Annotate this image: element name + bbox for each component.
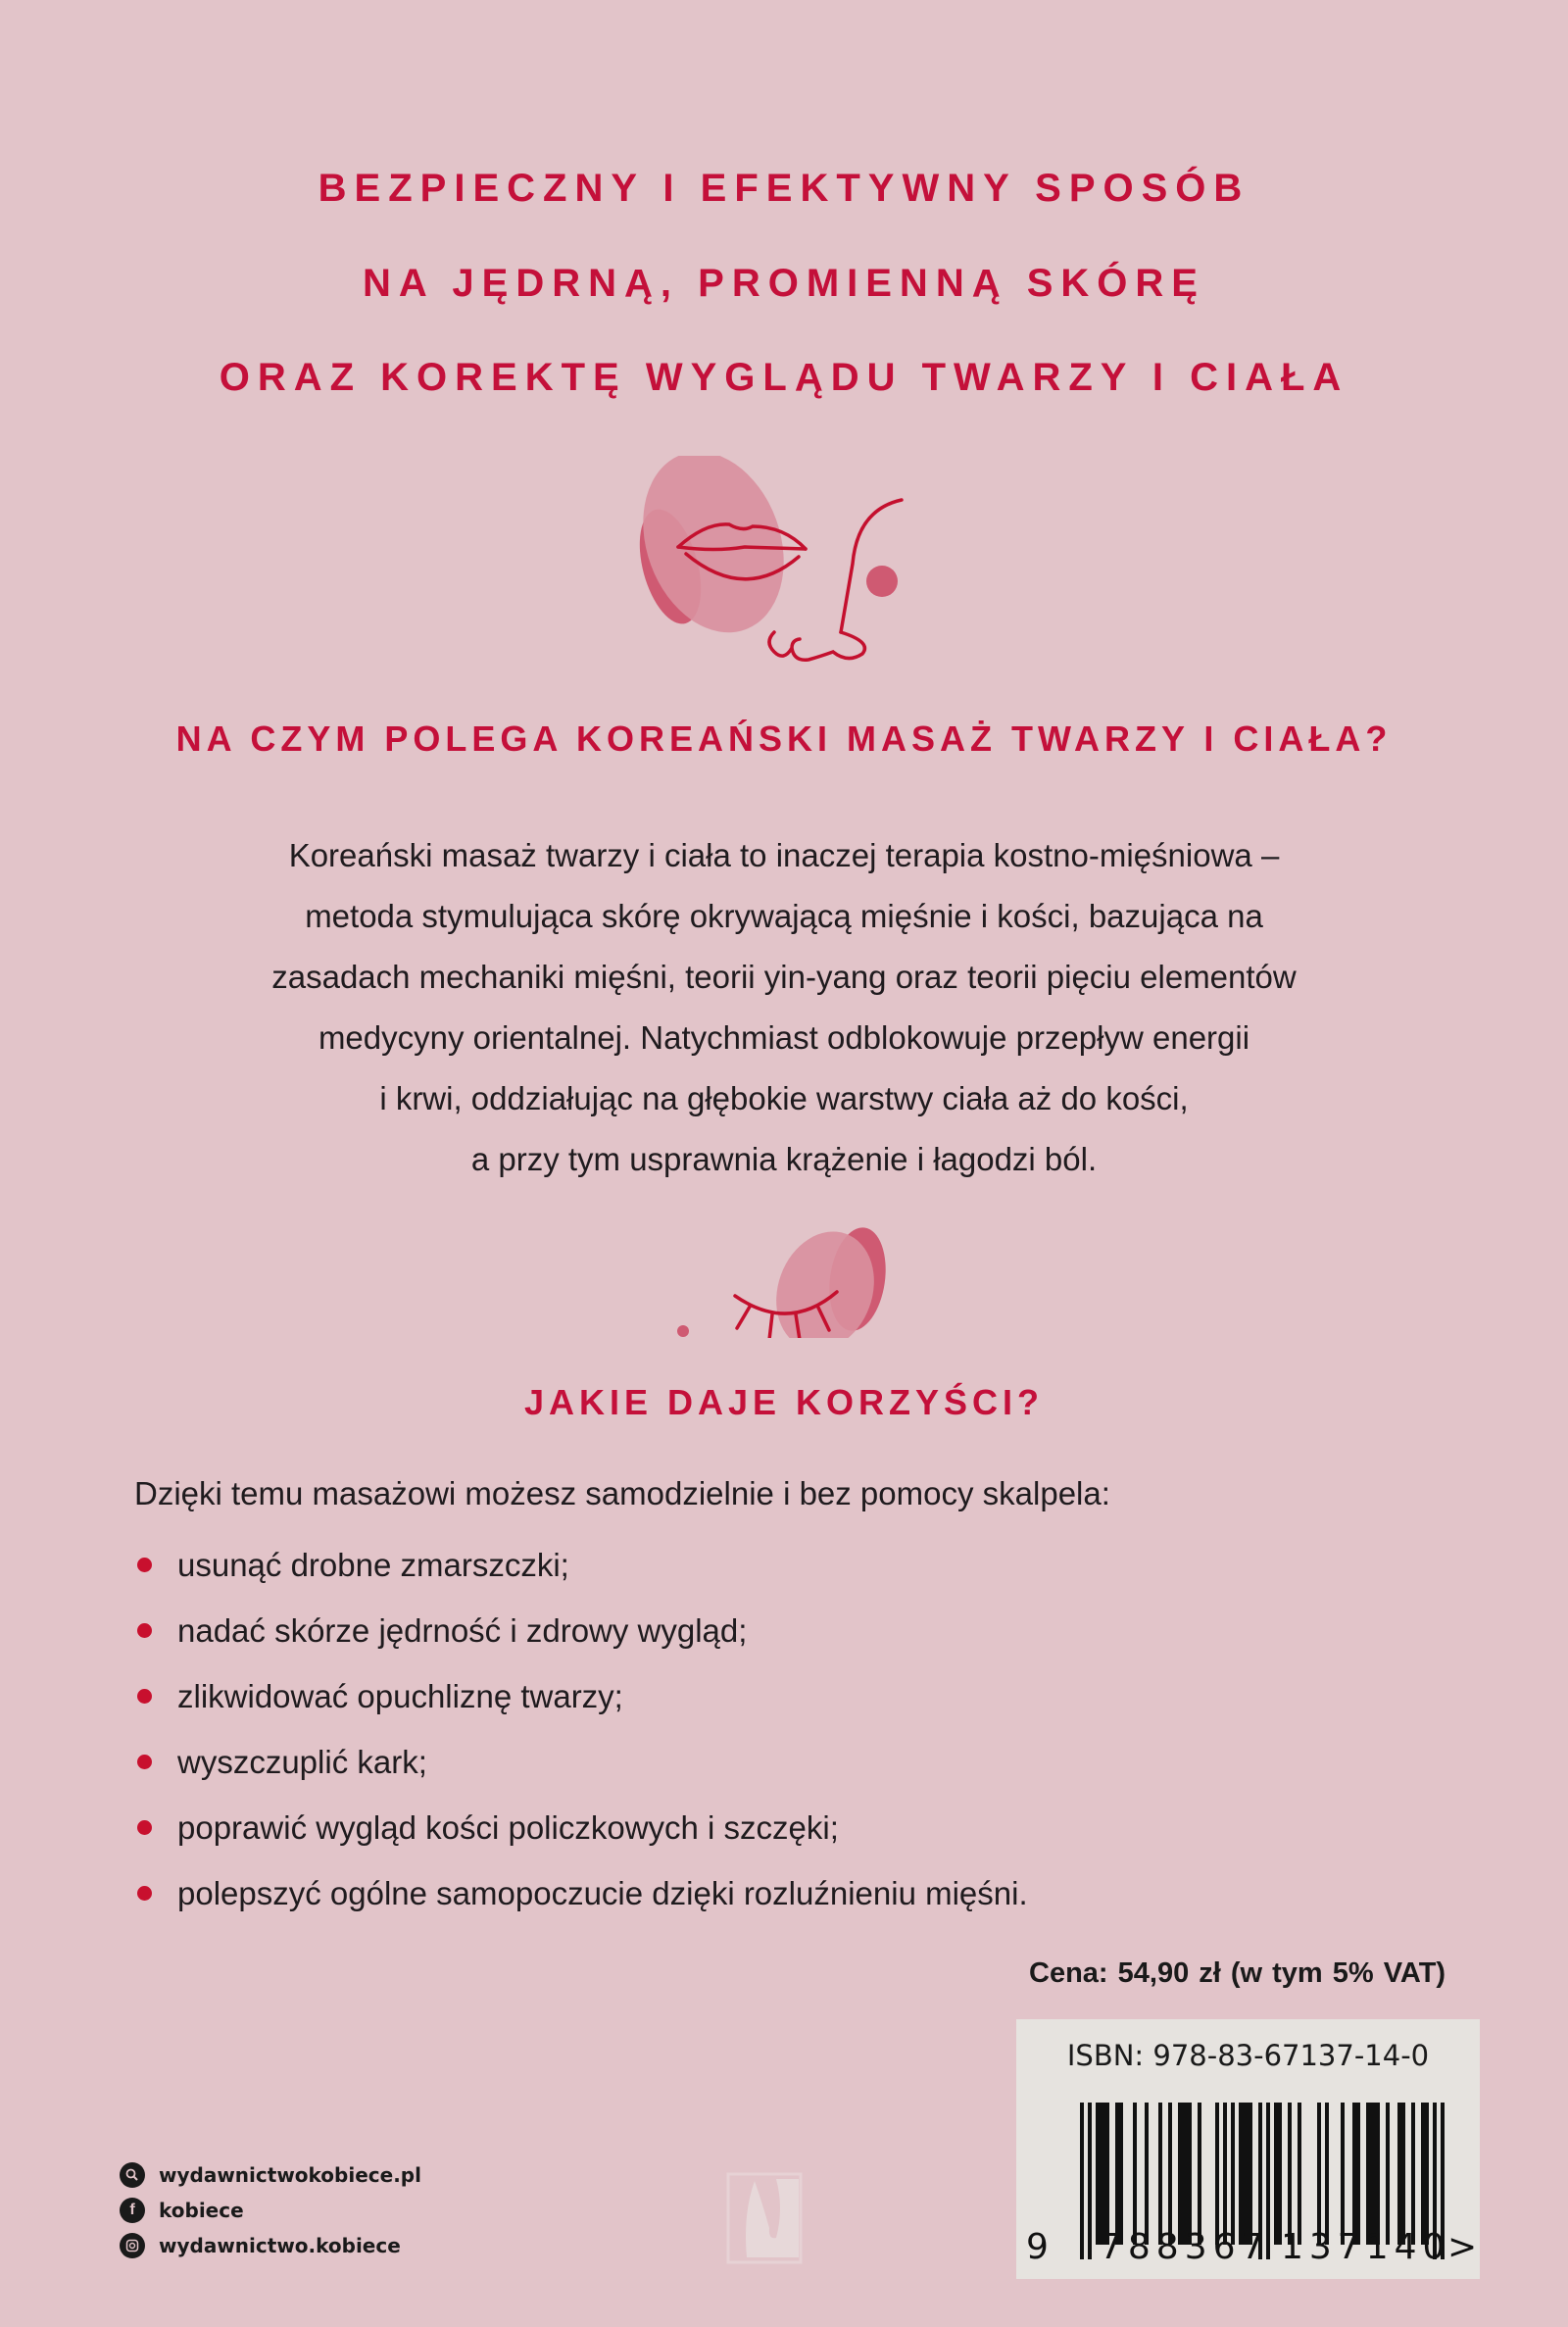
search-icon <box>120 2162 145 2188</box>
paragraph-line: a przy tym usprawnia krążenie i łagodzi ból. <box>470 1141 1098 1177</box>
headline-line-1: BEZPIECZNY I EFEKTYWNY SPOSÓB <box>318 167 1250 210</box>
website-link[interactable] <box>120 2157 421 2193</box>
instagram-label: wydawnictwo.kobiece <box>159 2234 401 2257</box>
barcode-digit-first: 9 <box>1026 2227 1049 2267</box>
facebook-label: kobiece <box>159 2199 244 2222</box>
dot-icon <box>677 1325 689 1337</box>
publisher-logo-icon <box>725 2169 804 2267</box>
bullet-icon <box>137 1820 152 1835</box>
barcode-digits-right: 137140 <box>1281 2227 1451 2267</box>
section1-paragraph <box>0 825 1568 1190</box>
paragraph-line: zasadach mechaniki mięśni, teorii yin-yang oraz teorii pięciu elementów <box>271 959 1297 995</box>
paragraph-line: medycyny orientalnej. Natychmiast odblokowuje przepływ energii <box>318 1019 1250 1056</box>
isbn-label: ISBN: 978-83-67137-14-0 <box>1066 2039 1430 2072</box>
price-label: Cena: 54,90 zł (w tym 5% VAT) <box>1029 1957 1446 1989</box>
dot-icon <box>866 566 898 597</box>
list-item-text: poprawić wygląd kości policzkowych i szczęki; <box>177 1808 839 1846</box>
paragraph-line: Koreański masaż twarzy i ciała to inaczej terapia kostno-mięśniowa – <box>288 837 1280 873</box>
benefits-list <box>134 1532 1028 1926</box>
facebook-link[interactable] <box>120 2193 421 2228</box>
barcode-panel <box>1016 2019 1480 2279</box>
bullet-icon <box>137 1623 152 1638</box>
barcode-digits-left: 788367 <box>1100 2227 1270 2267</box>
barcode-quiet-mark: > <box>1447 2227 1478 2267</box>
instagram-icon <box>120 2233 145 2258</box>
benefits-intro: Dzięki temu masażowi możesz samodzielnie i bez pomocy skalpela: <box>134 1475 1110 1511</box>
headline-line-3: ORAZ KOREKTĘ WYGLĄDU TWARZY I CIAŁA <box>219 356 1349 399</box>
decorative-blob-icon <box>627 456 808 653</box>
list-item <box>134 1729 1028 1795</box>
list-item-text: zlikwidować opuchliznę twarzy; <box>177 1677 623 1714</box>
list-item <box>134 1532 1028 1598</box>
list-item-text: usunąć drobne zmarszczki; <box>177 1546 569 1583</box>
bullet-icon <box>137 1558 152 1572</box>
list-item <box>134 1598 1028 1663</box>
website-label: wydawnictwokobiece.pl <box>159 2163 421 2187</box>
list-item <box>134 1860 1028 1926</box>
headline-line-2: NA JĘDRNĄ, PROMIENNĄ SKÓRĘ <box>363 262 1205 305</box>
bullet-icon <box>137 1755 152 1769</box>
social-links <box>120 2157 421 2263</box>
bullet-icon <box>137 1689 152 1704</box>
section-title-what-is: NA CZYM POLEGA KOREAŃSKI MASAŻ TWARZY I CIAŁA? <box>175 718 1393 759</box>
list-item <box>134 1663 1028 1729</box>
paragraph-line: i krwi, oddziałując na głębokie warstwy ciała aż do kości, <box>379 1080 1189 1116</box>
bullet-icon <box>137 1886 152 1901</box>
list-item-text: polepszyć ogólne samopoczucie dzięki rozluźnieniu mięśni. <box>177 1874 1028 1911</box>
instagram-link[interactable] <box>120 2228 421 2263</box>
list-item <box>134 1795 1028 1860</box>
closed-eye-illustration <box>657 1211 892 1338</box>
section-title-benefits: JAKIE DAJE KORZYŚCI? <box>523 1382 1045 1422</box>
list-item-text: wyszczuplić kark; <box>177 1743 427 1780</box>
paragraph-line: metoda stymulująca skórę okrywającą mięśnie i kości, bazująca na <box>305 898 1263 934</box>
list-item-text: nadać skórze jędrność i zdrowy wygląd; <box>177 1611 748 1649</box>
lips-nose-illustration <box>627 456 921 671</box>
facebook-icon: f <box>120 2198 145 2223</box>
